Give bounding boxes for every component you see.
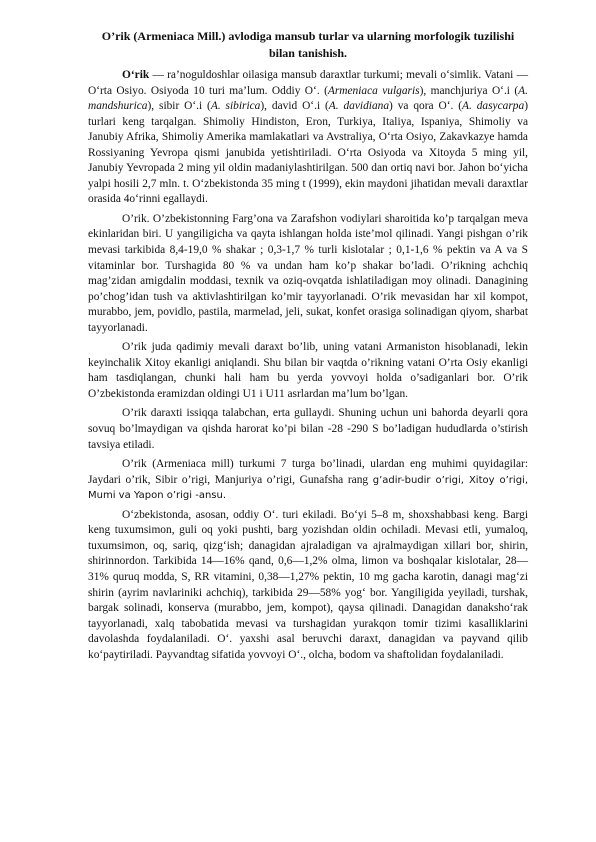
paragraph — [88, 340, 528, 402]
text-run: O’rik daraxti issiqqa talabchan, erta gullaydi. Shuning uchun uni bahorda deyarli qora sovuq bo’lmaydigan va qishda harorat ko’pi bilan -28 -290 S bo’ladigan hududlarda o’stirish tavsiya etiladi. — [88, 407, 528, 451]
paragraph — [88, 457, 528, 504]
text-run: O’rik. O’zbekistonning Farg’ona va Zarafshon vodiylari sharoitida ko’p tarqalgan meva ekinlaridan biri. U yangiligicha va qayta ishlangan holda iste’mol qilinadi. Yangi pishgan o’rik mevasi tarkibida 8,4-19,0 % shakar ; 0,3-1,7 % turli kislotalar ; 0,1-1,6 % pektin va A va S vitaminlar bor. Turshagida 80 % va undan ham ko’p shakar bo’ladi. O’rikning achchiq mag’zidan amigdalin moddasi, texnik va oziq-ovqatda ishlatiladigan moy olinadi. Danagining po’chog’idan tush va aktivlashtirilgan ko’mir tayyorlanadi. O’rik mevasidan har xil kompot, murabbo, jem, povidlo, pastila, marmelad, jeli, sukat, konfet orasiga solinadigan qiyom, sharbat tayyorlanadi. — [88, 212, 528, 334]
text-run: A. davidiana — [328, 100, 390, 113]
text-run: Armeniaca vulgaris — [327, 84, 420, 97]
paragraph — [88, 508, 528, 663]
paragraph — [88, 406, 528, 453]
text-run: ), david O‘.i ( — [260, 100, 329, 113]
document-body — [88, 68, 528, 663]
paragraph — [88, 212, 528, 336]
text-run: ) va qora O‘. ( — [389, 100, 463, 113]
text-run: A. dasycarpa — [462, 100, 525, 113]
text-run: ), sibir O‘.i ( — [147, 100, 211, 113]
text-run: g’adir-budir o’rigi, Xitoy o’rigi, Mumi va Yapon o’rigi -ansu. — [88, 474, 528, 502]
text-run: O‘zbekistonda, asosan, oddiy O‘. turi ekiladi. Bo‘yi 5–8 m, shoxshabbasi keng. Bargi keng tuxumsimon, guli oq yoki pushti, barg yozishdan oldin ochiladi. Mevasi etli, yumaloq, tuxumsimon, oq, sariq, qizg‘ish; danagidan ajraladigan va ajralmaydigan xillari bor, shirin, shirinnordon. Tarkibida 14—16% qand, 0,6—1,2% olma, limon va boshqalar kislotalar, 28—31% quruq modda, S, RR vitamini, 0,38—1,27% pektin, 10 mg gacha karotin, danagi mag‘zi shirin (ayrim navlariniki achchiq), tarkibida 29—58% yog‘ bor. Yangiligida yeyiladi, turshak, bargak solinadi, konserva (murabbo, jem, kompot), qaysa qilinadi. Danagidan danaksho‘rak tayyorlanadi, xalq tabobatida mevasi va turshagidan yurakqon tomir tizimi kasalliklarini davolashda foydalaniladi. O‘. yaxshi asal beruvchi daraxt, danagidan va payvand qilib ko‘paytiriladi. Payvandtag sifatida yovvoyi O‘., olcha, bodom va shaftolidan foydalaniladi. — [88, 508, 528, 661]
text-run: O’rik juda qadimiy mevali daraxt bo’lib, uning vatani Armaniston hisoblanadi, lekin keyinchalik Xitoy ekanligi aniqlandi. Shu bilan bir vaqtda o’rikning vatani O’rta Osiy ekanligi ham tasdiqlangan, chunki hali ham bu yerda yovvoyi holda o’sadiganlari bor. O’rik O’zbekistonda eramizdan oldingi U1 i U11 asrlardan ma’lum bo’lgan. — [88, 341, 528, 400]
document-title: O’rik (Armeniaca Mill.) avlodiga mansub turlar va ularning morfologik tuzilishi bilan tanishish. — [101, 29, 515, 60]
text-run: O‘rik — [122, 69, 150, 81]
document-page — [88, 28, 528, 667]
text-run: O’rik (Armeniaca mill) turkumi 7 turga bo’linadi, ulardan eng muhimi quyidagilar: Jaydari o’rik, Sibir o’rigi, Manjuriya o’rigi, Gunafsha rang — [88, 458, 528, 486]
text-run: ), manchjuriya O‘.i ( — [419, 84, 519, 97]
text-run: — ra’noguldoshlar oilasiga mansub daraxtlar turkumi; mevali o‘simlik. Vatani — O‘rta Osiyo. Osiyoda 10 turi ma’lum. Oddiy O‘. ( — [88, 69, 528, 97]
text-run: A. sibirica — [210, 100, 261, 113]
paragraph — [88, 68, 528, 208]
text-run: ) turlari keng tarqalgan. Shimoliy Hindiston, Eron, Turkiya, Italiya, Ispaniya, Shimoliy va Janubiy Afrika, Shimoliy Amerika mamlakatlari va Avstraliya, O‘rta Osiyo, Zakavkazye hamda Rossiyaning Yevropa qismi janubida yetishtiriladi. O‘rta Osiyoda va Xitoyda 5 ming yil, Janubiy Yevropada 2 ming yil oldin madaniylashtirilgan. 500 dan ortiq navi bor. Jahon bo‘yicha yalpi hosili 2,7 mln. t. O‘zbekistonda 35 ming t (1999), ekin maydoni jihatidan mevali daraxtlar orasida 4o‘rinni egallaydi. — [88, 100, 528, 206]
text-run: A. mandshurica — [88, 84, 528, 113]
